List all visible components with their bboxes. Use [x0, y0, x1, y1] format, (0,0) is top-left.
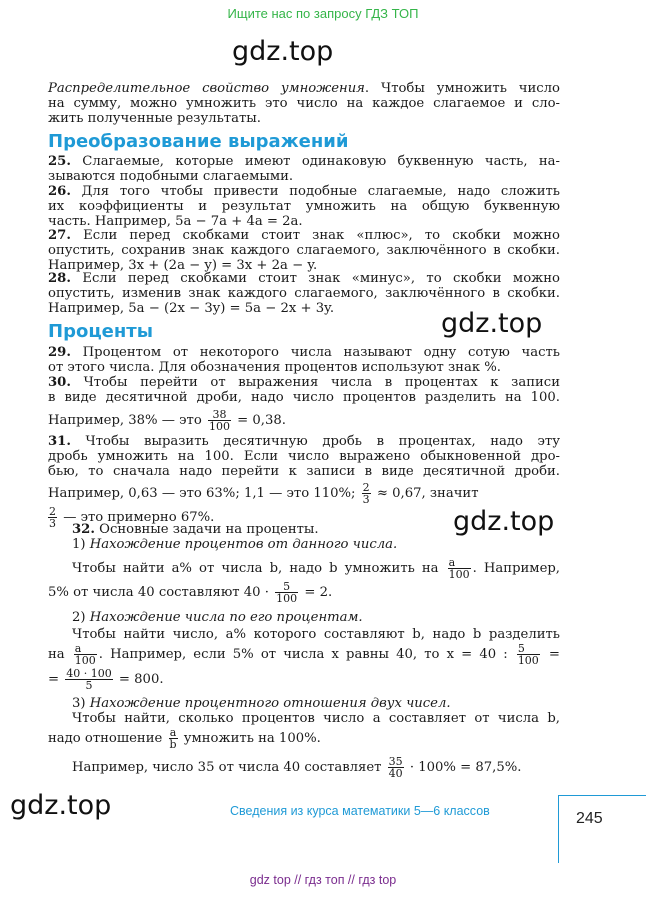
p27-line-1 — [48, 228, 560, 243]
s3-example-result: · 100% = 87,5%. — [405, 760, 522, 775]
p25-line-1-text: Слагаемые, которые имеют одинаковую буквенную часть, на- — [70, 154, 560, 169]
s1-label: 1) — [72, 537, 90, 552]
p30-number: 30. — [48, 375, 71, 390]
p29-line-1 — [48, 345, 560, 360]
p28-line-3: Например, 5a − (2x − 3y) = 5a − 2x + 3y. — [48, 301, 335, 316]
fraction — [275, 581, 298, 604]
s3-rule-end: умножить на 100%. — [179, 731, 321, 746]
top-banner: Ищите нас по запросу ГДЗ ТОП — [227, 6, 419, 21]
p26-line-2: их коэффициенты и результат умножить на общую буквенную — [48, 199, 560, 214]
intro-line-3: жить полученные результаты. — [48, 111, 261, 126]
s1-example-text: 5% от числа 40 составляют 40 · — [48, 585, 274, 600]
p28-line-2: опустить, изменив знак каждого слагаемого, заключённого в скобки. — [48, 286, 560, 301]
paragraph-30 — [48, 375, 560, 432]
fraction — [169, 727, 178, 750]
s1-example-result: = 2. — [300, 585, 333, 600]
fraction-denominator: 3 — [49, 517, 56, 530]
s2-line-3 — [48, 668, 560, 691]
s1-line-2 — [48, 581, 560, 604]
fraction-denominator: 100 — [448, 568, 470, 581]
fraction-denominator: 100 — [276, 592, 298, 605]
p26-number: 26. — [48, 184, 71, 199]
s3-title: Нахождение процентного отношения двух чисел. — [89, 696, 451, 711]
p30-example-text: Например, 38% — это — [48, 413, 206, 428]
fraction-denominator: 5 — [85, 679, 93, 692]
p29-line-1-text: Процентом от некоторого числа называют одну сотую часть — [70, 345, 560, 360]
s3-label: 3) — [72, 696, 90, 711]
intro-line-1 — [48, 81, 560, 96]
s2-line-1: Чтобы найти число, a% которого составляют b, надо b разделить — [72, 627, 560, 642]
p27-line-2: опустить, сохранив знак каждого слагаемого, заключённого в скобки. — [48, 243, 560, 258]
watermark: gdz.top — [232, 36, 334, 67]
s3-line-3 — [48, 756, 560, 779]
p26-line-1-text: Для того чтобы привести подобные слагаемые, надо сложить — [70, 184, 560, 199]
s3-line-1: Чтобы найти, сколько процентов число a составляет от числа b, — [72, 711, 560, 726]
p32-s1-title-line — [48, 537, 560, 552]
s2-example-text: . Например, если 5% от числа x равны 40, то x = 40 : — [98, 647, 515, 662]
p27-line-3: Например, 3x + (2a − y) = 3x + 2a − y. — [48, 258, 318, 273]
intro-term: Распределительное свойство умножения — [48, 81, 365, 96]
s3-example-text: Например, число 35 от числа 40 составляет — [72, 760, 386, 775]
s2-line-2 — [48, 643, 560, 666]
p30-line-1 — [48, 375, 560, 390]
page-number: 245 — [576, 810, 603, 827]
p32-title: Основные задачи на проценты. — [94, 522, 319, 537]
p29-number: 29. — [48, 345, 71, 360]
fraction-numerator: a — [448, 557, 471, 569]
fraction-denominator: 100 — [74, 654, 96, 667]
fraction — [448, 557, 471, 580]
p27-line-1-text: Если перед скобками стоит знак «плюс», то скобки можно — [70, 228, 560, 243]
fraction — [517, 643, 540, 666]
p28-line-1 — [48, 271, 560, 286]
p30-line-1-text: Чтобы перейти от выражения числа в процентах к записи — [70, 375, 560, 390]
p31-line-3: бью, то сначала надо перейти к записи в виде десятичной дроби. — [48, 464, 560, 479]
fraction-numerator: 38 — [208, 409, 231, 421]
fraction-numerator: a — [74, 643, 97, 655]
s2-text-on: на — [48, 647, 72, 662]
fraction-numerator: a — [169, 726, 177, 739]
p26-line-1 — [48, 184, 560, 199]
heading-transformations: Преобразование выражений — [48, 131, 349, 152]
p31-number: 31. — [48, 434, 71, 449]
s2-equals: = — [541, 647, 560, 662]
watermark: gdz.top — [441, 308, 543, 339]
s1-line-1 — [48, 557, 560, 580]
fraction-numerator: 2 — [362, 481, 370, 494]
fraction-denominator: b — [169, 738, 177, 751]
p31-line-1 — [48, 434, 560, 449]
fraction-numerator: 5 — [275, 581, 298, 593]
p31-line-1-text: Чтобы выразить десятичную дробь в процентах, надо эту — [70, 434, 560, 449]
paragraph-27 — [48, 228, 560, 273]
fraction — [74, 643, 97, 666]
fraction — [208, 409, 231, 432]
p31-example-text: Например, 0,63 — это 63%; 1,1 — это 110%; — [48, 486, 360, 501]
p25-line-1 — [48, 154, 560, 169]
p30-line-3 — [48, 409, 560, 432]
intro-paragraph — [48, 81, 560, 126]
s2-result: = 800. — [114, 672, 164, 687]
footer-divider — [558, 795, 646, 796]
p27-number: 27. — [48, 228, 71, 243]
paragraph-32 — [48, 522, 560, 779]
s2-equals-lead: = — [48, 672, 64, 687]
fraction — [388, 756, 404, 779]
s3-line-2 — [48, 727, 560, 750]
s2-label: 2) — [72, 610, 90, 625]
s2-title: Нахождение числа по его процентам. — [89, 610, 363, 625]
watermark: gdz.top — [453, 506, 555, 537]
p32-s3-title-line — [48, 696, 560, 711]
p29-line-2: от этого числа. Для обозначения процентов используют знак %. — [48, 360, 501, 375]
heading-percent: Проценты — [48, 321, 154, 342]
intro-line-2: на сумму, можно умножить это число на каждое слагаемое и сло- — [48, 96, 560, 111]
p30-line-2: в виде десятичной дроби, надо число процентов разделить на 100. — [48, 390, 560, 405]
section-footer: Сведения из курса математики 5—6 классов — [230, 804, 490, 818]
p25-number: 25. — [48, 154, 71, 169]
footer-vertical-divider — [558, 795, 559, 863]
s1-rule-text: Чтобы найти a% от числа b, надо b умножить на — [72, 561, 446, 576]
p26-line-3: часть. Например, 5a − 7a + 4a = 2a. — [48, 214, 303, 229]
p28-number: 28. — [48, 271, 71, 286]
bottom-links: gdz top // гдз топ // гдз top — [249, 873, 397, 887]
p31-line-4 — [48, 482, 560, 505]
fraction-numerator: 40 · 100 — [66, 667, 112, 680]
p30-example-result: = 0,38. — [232, 413, 286, 428]
p32-number: 32. — [72, 522, 95, 537]
p31-conclusion: — это примерно 67%. — [59, 510, 215, 525]
fraction-denominator: 40 — [388, 767, 403, 780]
fraction-denominator: 100 — [517, 654, 539, 667]
p25-line-2: зываются подобными слагаемыми. — [48, 169, 294, 184]
fraction-numerator: 5 — [517, 643, 540, 655]
s1-example-lead: . Например, — [472, 561, 561, 576]
p31-line-2: дробь умножить на 100. Если число выражено обыкновенной дро- — [48, 449, 560, 464]
s1-title: Нахождение процентов от данного числа. — [89, 537, 398, 552]
fraction-numerator: 2 — [49, 505, 56, 518]
fraction — [362, 482, 371, 505]
p32-s2-title-line — [48, 610, 560, 625]
p32-title-line — [48, 522, 560, 537]
paragraph-25 — [48, 154, 560, 184]
watermark: gdz.top — [10, 790, 112, 821]
s3-rule-text: надо отношение — [48, 731, 167, 746]
fraction — [65, 668, 112, 691]
p28-line-1-text: Если перед скобками стоит знак «минус», то скобки можно — [70, 271, 560, 286]
intro-line-1-rest: . Чтобы умножить число — [364, 81, 560, 96]
paragraph-26 — [48, 184, 560, 229]
fraction-numerator: 35 — [388, 755, 403, 768]
paragraph-29 — [48, 345, 560, 375]
p31-example-approx: ≈ 0,67, значит — [372, 486, 479, 501]
fraction-denominator: 3 — [362, 493, 370, 506]
fraction-denominator: 100 — [208, 420, 230, 433]
